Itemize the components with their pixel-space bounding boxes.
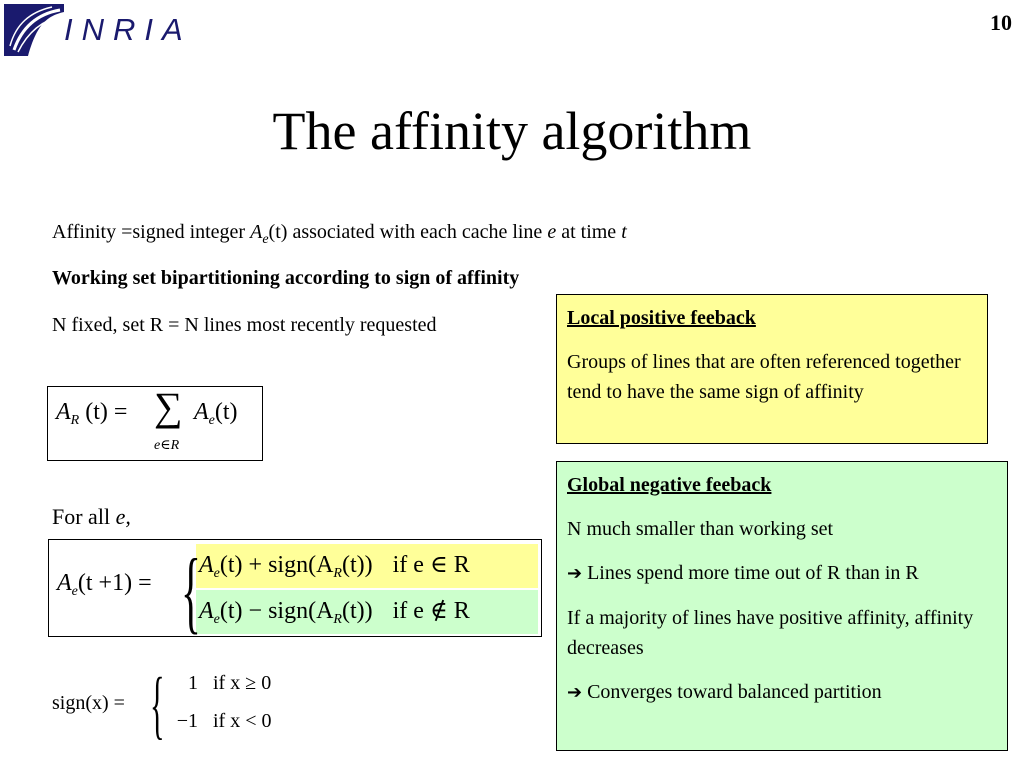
global-feedback-heading: Global negative feeback [567,474,772,496]
sum-formula-box [47,386,263,461]
line1-prefix: Affinity =signed integer [52,221,246,243]
sum-under: e∈R [154,438,180,453]
sign-case2: −1 if x < 0 [176,710,272,732]
global-feedback-p1: N much smaller than working set [567,518,834,540]
line1-sub: e [262,232,269,247]
sign-case1: 1 if x ≥ 0 [188,672,272,694]
global-feedback-p4: Converges toward balanced partition [587,681,882,703]
line1-t: t [621,221,627,243]
local-feedback-box [556,294,988,444]
case2: $A_e(t)$ − $sign(A_R(t))$ if e ∉ R [199,598,470,627]
global-feedback-p3: If a majority of lines have positive affinity, affinity decreases [567,607,974,659]
line1-mid: associated with each cache line [292,221,543,243]
line1-e: e [547,221,557,243]
logo-text: INRIA [64,12,192,47]
arrow-right-icon: ➔ [567,682,583,703]
global-feedback-p4-row [567,677,997,708]
sum-sigma: ∑ [154,384,183,429]
line1-arg: (t) [268,221,288,243]
sign-lhs: sign(x) = [52,692,125,714]
working-set-line: Working set bipartitioning according to sign of affinity [52,267,520,289]
global-feedback-p2-row [567,558,997,589]
local-feedback-text: Groups of lines that are often referenced together tend to have the same sign of affinity [567,351,961,403]
for-all-label: For all e, [52,504,131,529]
line1-symbol: A [250,221,263,243]
n-fixed-line: N fixed, set R = N lines most recently requested [52,314,437,336]
global-feedback-p2: Lines spend more time out of R than in R [587,562,919,584]
sum-lhs: $A_R$ (t) = [56,399,128,428]
page-number: 10 [990,10,1012,35]
brace: { [181,540,201,642]
line1-at: at time [561,221,617,243]
update-formula-box [48,539,542,642]
page-title: The affinity algorithm [272,101,752,161]
sum-rhs: $A_e(t)$ [194,399,238,428]
sign-brace: { [150,663,165,747]
global-feedback-box [556,461,1008,751]
case1: $A_e(t)$ + $sign(A_R(t))$ if e ∈ R [199,552,470,581]
update-lhs: $A_e(t +1)$ = [57,570,152,599]
arrow-right-icon: ➔ [567,563,583,584]
affinity-definition [52,221,627,248]
local-feedback-heading: Local positive feeback [567,307,756,329]
